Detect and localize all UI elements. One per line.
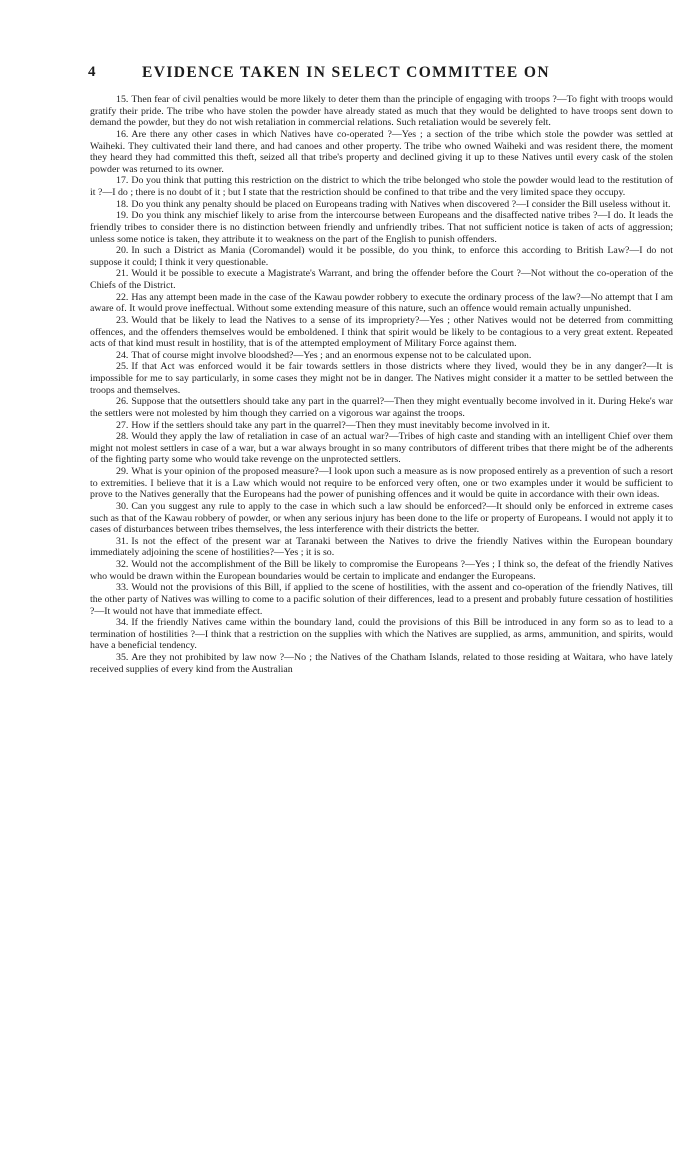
question-paragraph xyxy=(90,361,673,396)
question-number: 15. xyxy=(116,94,129,105)
question-paragraph xyxy=(90,94,673,129)
question-paragraph xyxy=(90,559,673,582)
question-number: 34. xyxy=(116,617,129,629)
question-number: 25. xyxy=(116,361,129,373)
question-text: Can you suggest any rule to apply to the case in which such a law should be enforced?—It should only be enforced in extreme cases such as that of the Kawau robbery of powder, or when any serious injury has been done to the life or property of Europeans. I would not apply it to cases of disturbances between tribes themselves, the less interference with their districts the better. xyxy=(90,500,673,536)
question-number: 27. xyxy=(116,419,129,431)
question-number: 19. xyxy=(116,210,129,222)
question-number: 16. xyxy=(116,128,129,140)
question-text: Would it be possible to execute a Magistrate's Warrant, and bring the offender before the Court ?—Not without the co-operation of the Chiefs of the District. xyxy=(90,268,673,291)
question-paragraph xyxy=(90,350,673,362)
question-paragraph xyxy=(90,420,673,432)
question-text: Suppose that the outsettlers should take any part in the quarrel?—Then they might eventually become involved in it. During Heke's war the settlers were not molested by him though they carried on a vigorous war against the troops. xyxy=(90,396,673,419)
question-paragraph xyxy=(90,175,673,198)
question-paragraph xyxy=(90,431,673,466)
question-paragraph xyxy=(90,210,673,245)
question-paragraph xyxy=(90,466,673,501)
question-text: How if the settlers should take any part in the quarrel?—Then they must inevitably become involved in it. xyxy=(131,419,550,431)
question-text: Is not the effect of the present war at Taranaki between the Natives to drive the friendly Natives within the European boundary immediately adjoining the scene of hostilities?—Yes ; it is so. xyxy=(90,535,673,559)
question-number: 26. xyxy=(116,396,129,408)
question-number: 35. xyxy=(116,652,129,663)
evidence-body xyxy=(90,94,673,675)
question-paragraph xyxy=(90,245,673,268)
question-number: 28. xyxy=(116,431,129,443)
question-number: 17. xyxy=(116,175,129,187)
page-header xyxy=(88,64,673,84)
question-text: Would that be likely to lead the Natives to a sense of its impropriety?—Yes ; other Natives would not be deterred from committing offences, and the offenders themselves would be emboldened. I think that spirit would be likely to be contagious to a very great extent. Repeated acts of that kind must result in hostility, that is of the attempted employment of Military Force against them. xyxy=(90,314,673,350)
question-text: Do you think that putting this restriction on the district to which the tribe belonged who stole the powder would lead to the restitution of it ?—I do ; there is no doubt of it ; but I state that the restriction should be confined to that tribe and the very limited space they occupy. xyxy=(90,175,673,198)
question-number: 33. xyxy=(116,582,129,594)
question-text: That of course might involve bloodshed?—Yes ; and an enormous expense not to be calculated upon. xyxy=(131,349,532,361)
question-number: 18. xyxy=(116,198,129,210)
question-text: Has any attempt been made in the case of the Kawau powder robbery to execute the ordinary process of the law?—No attempt that I am aware of. It would prove ineffectual. Without some extending measure of this nature, such an offence would remain actually unpunished. xyxy=(90,291,673,315)
question-text: In such a District as Mania (Coromandel) would it be possible, do you think, to enforce this according to British Law?—I do not suppose it could; I think it very questionable. xyxy=(90,245,673,268)
question-paragraph xyxy=(90,315,673,350)
question-number: 30. xyxy=(116,500,129,512)
question-text: Would they apply the law of retaliation in case of an actual war?—Tribes of high caste and standing with an intelligent Chief over them might not molest settlers in case of a war, but a war always brought in so many contributors of different tribes that there might be of the adherents of the fighting party some who would take revenge on the unprotected settlers. xyxy=(90,431,673,466)
question-text: Are they not prohibited by law now ?—No ; the Natives of the Chatham Islands, related to those residing at Waitara, who have lately received supplies of every kind from the Australian xyxy=(90,652,673,675)
question-number: 20. xyxy=(116,245,129,257)
question-paragraph xyxy=(90,617,673,652)
question-paragraph xyxy=(90,501,673,536)
question-text: What is your opinion of the proposed measure?—I look upon such a measure as is now proposed entirely as a prevention of such a resort to extremities. I believe that it is a Law which would not require to be enforced very often, one or two examples under it would be sufficient to prove to the Natives generally that the Europeans had the power of punishing offences and it would be quite in accordance with their own ideas. xyxy=(90,466,673,501)
question-paragraph xyxy=(90,396,673,419)
question-paragraph xyxy=(90,268,673,291)
question-paragraph xyxy=(90,652,673,675)
running-title: EVIDENCE TAKEN IN SELECT COMMITTEE ON xyxy=(142,64,550,81)
question-number: 21. xyxy=(116,268,129,280)
question-paragraph xyxy=(90,129,673,176)
question-number: 24. xyxy=(116,349,129,361)
question-paragraph xyxy=(90,582,673,617)
question-text: Do you think any mischief likely to arise from the intercourse between Europeans and the disaffected native tribes ?—I do. It leads the friendly tribes to consider there is no distinction between friendly and unfriendly tribes. That not sufficient notice is taken of acts of aggression; unless some notice is taken, they attribute it to weakness on the part of the English to punish offenders. xyxy=(90,210,673,245)
question-number: 31. xyxy=(116,535,129,547)
question-paragraph xyxy=(90,199,673,211)
question-text: Would not the accomplishment of the Bill be likely to compromise the Europeans ?—Yes ; I think so, the defeat of the friendly Natives who would be drawn within the European boundaries would be certain to implicate and endanger the Europeans. xyxy=(90,559,673,582)
question-number: 23. xyxy=(116,314,129,326)
question-text: Are there any other cases in which Natives have co-operated ?—Yes ; a section of the tribe which stole the powder was settled at Waiheki. They cultivated their land there, and had canoes and other property. The tribe who owned Waiheki and was resident there, the moment they heard they had committed this theft, seized all that tribe's property and declined giving it up to these Natives until every cask of the stolen powder was returned to its owner. xyxy=(90,128,673,175)
question-text: Then fear of civil penalties would be more likely to deter them than the principle of engaging with troops ?—To fight with troops would gratify their pride. The tribe who have stolen the powder have already stated as much that they would be delighted to have troops sent down to demand the powder, but they do not wish retaliation in commercial relations. Such retaliation would be severely felt. xyxy=(90,94,673,129)
question-paragraph xyxy=(90,536,673,559)
question-text: If the friendly Natives came within the boundary land, could the provisions of this Bill be introduced in any form so as to lead to a termination of hostilities ?—I think that a restriction on the supplies with which the Natives are supplied, as arms, ammunition, and spirits, would have a beneficial tendency. xyxy=(90,617,673,652)
question-text: Would not the provisions of this Bill, if applied to the scene of hostilities, with the assent and co-operation of the friendly Natives, till the other party of Natives was willing to come to a pacific solution of their differences, lead to a present and probably future cessation of hostilities ?—It would not have that immediate effect. xyxy=(90,582,673,617)
question-text: If that Act was enforced would it be fair towards settlers in those districts where they lived, would they be in any danger?—It is impossible for me to say particularly, in some cases they might not be in danger. The Natives might consider it a matter to be settled between the troops and themselves. xyxy=(90,361,673,396)
question-text: Do you think any penalty should be placed on Europeans trading with Natives when discovered ?—I consider the Bill useless without it. xyxy=(131,198,671,210)
page-number: 4 xyxy=(88,64,96,80)
question-paragraph xyxy=(90,292,673,315)
question-number: 22. xyxy=(116,291,129,303)
question-number: 32. xyxy=(116,559,129,570)
question-number: 29. xyxy=(116,466,129,477)
